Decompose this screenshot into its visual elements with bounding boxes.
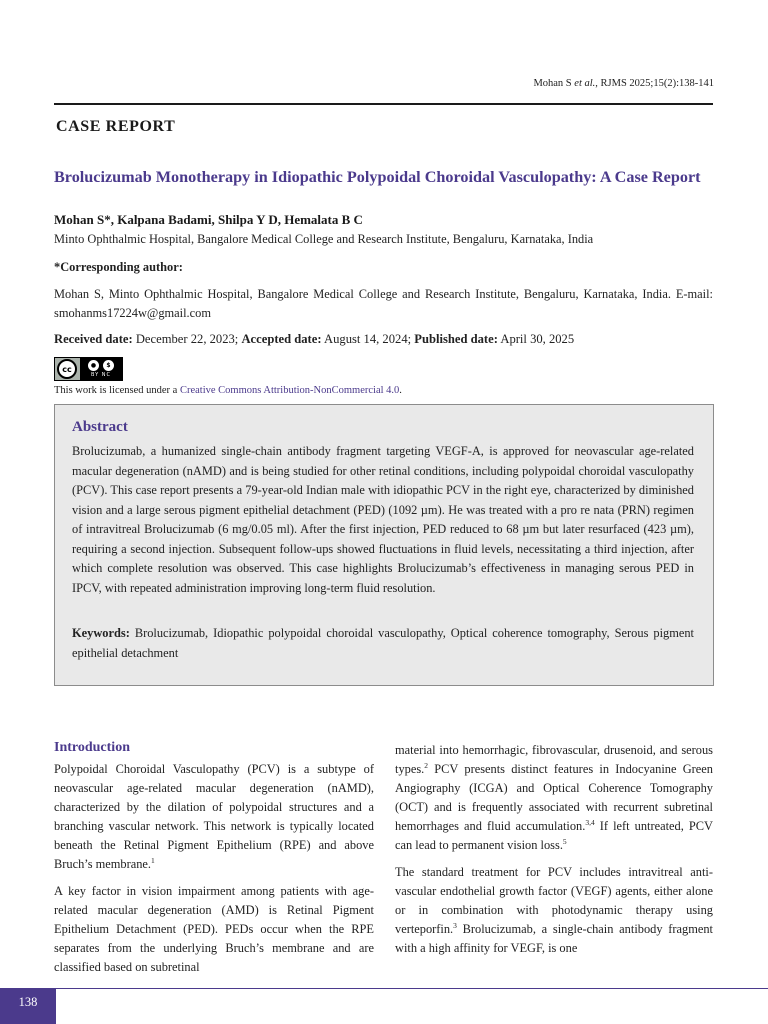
paragraph: The standard treatment for PCV includes intravitreal anti-vascular endothelial growth factor (VEGF) agents, either alone or in combination with photodynamic therapy using verteporfin.$^3$ Brolucizumab, a single-chain antibody fragment with a high affinity for VEGF, is one (395, 864, 713, 955)
corresponding-author-label: *Corresponding author: (54, 260, 183, 274)
received-label: Received date: (54, 332, 133, 346)
paragraph: material into hemorrhagic, fibrovascular, drusenoid, and serous types.$^2$ PCV presents distinct features in Indocyanine Green Angiography (ICGA) and Optical Coherence Tomography (OCT) and is frequently associated with recurrent subretinal hemorrhages and fluid accumulation.$^{3,4}$ If left untreated, PCV can lead to permanent vision loss.$^5$ (395, 743, 713, 853)
section-label: CASE REPORT (56, 118, 176, 135)
citation-ref[interactable]: 1 (151, 856, 155, 866)
citation-ref[interactable]: 3,4 (585, 818, 595, 828)
body-column-right (395, 741, 713, 965)
article-title: Brolucizumab Monotherapy in Idiopathic Polypoidal Choroidal Vasculopathy: A Case Report (54, 168, 701, 186)
keywords-label: Keywords: (72, 626, 130, 640)
article-dates (54, 332, 574, 347)
noncommercial-icon: $ (103, 360, 114, 371)
published-value: April 30, 2025 (497, 332, 575, 346)
accepted-value: August 14, 2024; (321, 332, 415, 346)
abstract-text: Brolucizumab, a humanized single-chain antibody fragment targeting VEGF-A, is approved for neovascular age-related macular degeneration (nAMD) and is being studied for other retinal conditions, including polypoidal choroidal vasculopathy (PCV). This case report presents a 79-year-old Indian male with idiopathic PCV in the right eye, characterized by diminished vision and a large serous pigment epithelial detachment (PED) (1092 µm). He was treated with a pro re nata (PRN) regimen of intravitreal Brolucizumab (6 mg/0.05 ml). After the first injection, PED reduced to 68 µm but later resurfaced (423 µm), requiring a second injection. Subsequent follow-ups showed fluctuations in fluid levels, necessitating a third injection, after which complete resolution was observed. This case highlights Brolucizumab’s effectiveness in managing serous PED in IPCV, with repeated administration improving long-term fluid resolution. (72, 444, 694, 595)
abstract-box (54, 404, 714, 686)
abstract-heading: Abstract (72, 419, 128, 435)
cc-by-tag: BY (90, 372, 100, 378)
body-column-left (54, 760, 374, 984)
attribution-person-icon: ● (88, 360, 99, 371)
author-list: Mohan S*, Kalpana Badami, Shilpa Y D, Hemalata B C (54, 212, 363, 227)
running-head-citation: Mohan S et al., RJMS 2025;15(2):138-141 (533, 78, 714, 89)
cc-license-badge-icon[interactable] (54, 357, 123, 381)
keywords-list: Brolucizumab, Idiopathic polypoidal choroidal vasculopathy, Optical coherence tomography, Serous pigment epithelial detachment (72, 626, 694, 660)
author-affiliation: Minto Ophthalmic Hospital, Bangalore Medical College and Research Institute, Bengaluru, Karnataka, India (54, 232, 594, 246)
cc-icon: cc (57, 359, 77, 379)
footer-rule (0, 988, 768, 989)
page-number: 138 (0, 988, 56, 1024)
accepted-label: Accepted date: (241, 332, 322, 346)
received-value: December 22, 2023; (132, 332, 242, 346)
published-label: Published date: (414, 332, 498, 346)
citation-ref[interactable]: 3 (453, 920, 457, 930)
header-rule (54, 103, 713, 105)
license-link[interactable]: Creative Commons Attribution-NonCommercial 4.0 (179, 385, 400, 396)
citation-ref[interactable]: 5 (562, 837, 567, 847)
citation-ref[interactable]: 2 (424, 760, 429, 770)
license-statement: This work is licensed under a Creative Commons Attribution-NonCommercial 4.0. (54, 385, 402, 396)
introduction-heading: Introduction (54, 740, 130, 755)
cc-nc-tag: NC (101, 372, 112, 378)
paragraph: Polypoidal Choroidal Vasculopathy (PCV) is a subtype of neovascular age-related macular degeneration (nAMD), characterized by the dilation of polypoidal structures and a branching vascular network. This network is typically located beneath the Retinal Pigment Epithelium (RPE) and above Bruch’s membrane.$^1$ (54, 762, 374, 872)
keywords (72, 624, 694, 663)
paragraph: A key factor in vision impairment among patients with age-related macular degeneration (AMD) is Retinal Pigment Epithelium Detachment (PED). PEDs occur when the RPE separates from the underlying Bruch’s membrane and are classified based on subretinal (54, 883, 374, 974)
corresponding-author-details: Mohan S, Minto Ophthalmic Hospital, Bangalore Medical College and Research Institute, Bengaluru, Karnataka, India. E-mail: smohanms17224w@gmail.com (54, 287, 713, 320)
